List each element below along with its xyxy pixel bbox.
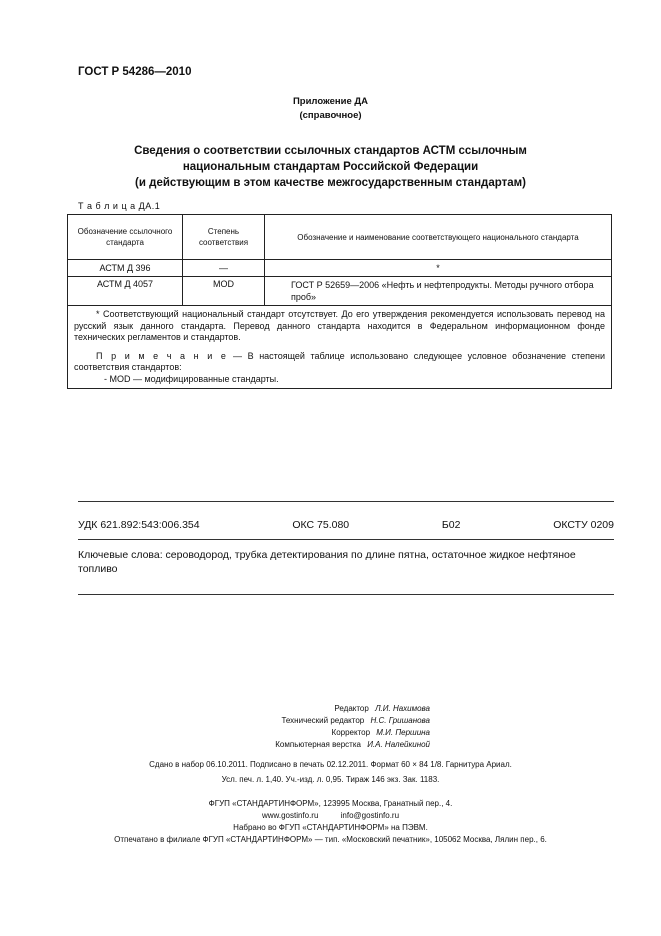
table-note: [74, 351, 605, 374]
publisher-address: ФГУП «СТАНДАРТИНФОРМ», 123995 Москва, Гранатный пер., 4.: [208, 799, 453, 808]
table-row: [68, 277, 612, 306]
layout-name: И.А. Налейкиной: [367, 740, 430, 749]
editor-name: Л.И. Нахимова: [375, 704, 430, 713]
keywords: Ключевые слова: сероводород, трубка детектирования по длине пятна, остаточное жидкое нефтяное топливо: [78, 549, 576, 575]
tech-editor-label: Технический редактор: [281, 716, 365, 725]
editorial-credits: [200, 703, 500, 751]
title-line-2: национальным стандартам Российской Федерации: [182, 161, 479, 173]
table-cell: АСТМ Д 4057: [68, 277, 183, 306]
publisher-email[interactable]: info@gostinfo.ru: [340, 811, 400, 820]
publisher-contacts: [0, 810, 661, 822]
table-cell: *: [265, 260, 612, 277]
note-label: П р и м е ч а н и е: [96, 350, 228, 361]
divider-bottom: [78, 594, 614, 595]
title-line-3: (и действующим в этом качестве межгосударственным стандартам): [135, 177, 526, 189]
print-volume: Усл. печ. л. 1,40. Уч.-изд. л. 0,95. Тираж 146 экз. Зак. 1183.: [221, 775, 440, 784]
corrector-name: М.И. Першина: [376, 728, 430, 737]
appendix-heading: [0, 95, 661, 123]
table-row: [68, 260, 612, 277]
table-cell: ГОСТ Р 52659—2006 «Нефть и нефтепродукты. Методы ручного отбора проб»: [265, 277, 612, 306]
tech-editor-name: Н.С. Гришанова: [370, 716, 430, 725]
editor-line: [200, 703, 500, 715]
group-code: Б02: [441, 519, 461, 531]
layout-label: Компьютерная верстка: [275, 740, 361, 749]
printing-info: Отпечатано в филиале ФГУП «СТАНДАРТИНФОРМ» — тип. «Московский печатник», 105062 Москва, Лялин пер., 6.: [114, 835, 547, 844]
editor-label: Редактор: [334, 704, 369, 713]
publisher-website[interactable]: www.gostinfo.ru: [261, 811, 319, 820]
appendix-kind: (справочное): [299, 110, 362, 121]
corrector-line: [200, 727, 500, 739]
layout-line: [200, 739, 500, 751]
tech-editor-line: [200, 715, 500, 727]
table-label: Т а б л и ц а ДА.1: [78, 201, 161, 211]
divider-middle: [78, 539, 614, 540]
corrector-label: Корректор: [331, 728, 371, 737]
title-line-1: Сведения о соответствии ссылочных стандартов АСТМ ссылочным: [134, 145, 527, 157]
classification-line: [78, 519, 614, 531]
note-item: - MOD — модифицированные стандарты.: [104, 373, 279, 384]
header-reference-standard: Обозначение ссылочного стандарта: [68, 215, 183, 260]
appendix-name: Приложение ДА: [292, 96, 369, 107]
table-footnote: [68, 306, 612, 389]
correspondence-table: [67, 214, 612, 389]
standard-number: ГОСТ Р 54286—2010: [78, 66, 192, 78]
table-cell: —: [183, 260, 265, 277]
publisher-info: [0, 798, 661, 846]
udk-code: УДК 621.892:543:006.354: [78, 519, 200, 531]
print-dates: Сдано в набор 06.10.2011. Подписано в печать 02.12.2011. Формат 60 × 84 1/8. Гарнитура Ариал.: [149, 760, 512, 769]
header-degree: Степень соответствия: [183, 215, 265, 260]
header-national-standard: Обозначение и наименование соответствующего национального стандарта: [265, 215, 612, 260]
oks-code: ОКС 75.080: [292, 519, 350, 531]
footnote-text: * Соответствующий национальный стандарт отсутствует. До его утверждения рекомендуется использовать перевод на русский язык данного стандарта. Перевод данного стандарта находится в Федеральном информационном фонде технических регламентов и стандартов.: [74, 309, 605, 342]
appendix-title: [0, 143, 661, 191]
note-text: — В настоящей таблице использовано следующее условное обозначение степени соответствия стандартов:: [74, 350, 605, 372]
table-cell: АСТМ Д 396: [68, 260, 183, 277]
okstu-code: ОКСТУ 0209: [553, 519, 614, 531]
divider-top: [78, 501, 614, 502]
typeset-info: Набрано во ФГУП «СТАНДАРТИНФОРМ» на ПЭВМ.: [233, 823, 428, 832]
table-header-row: [68, 215, 612, 260]
table-footnote-row: [68, 306, 612, 389]
table-cell: MOD: [183, 277, 265, 306]
